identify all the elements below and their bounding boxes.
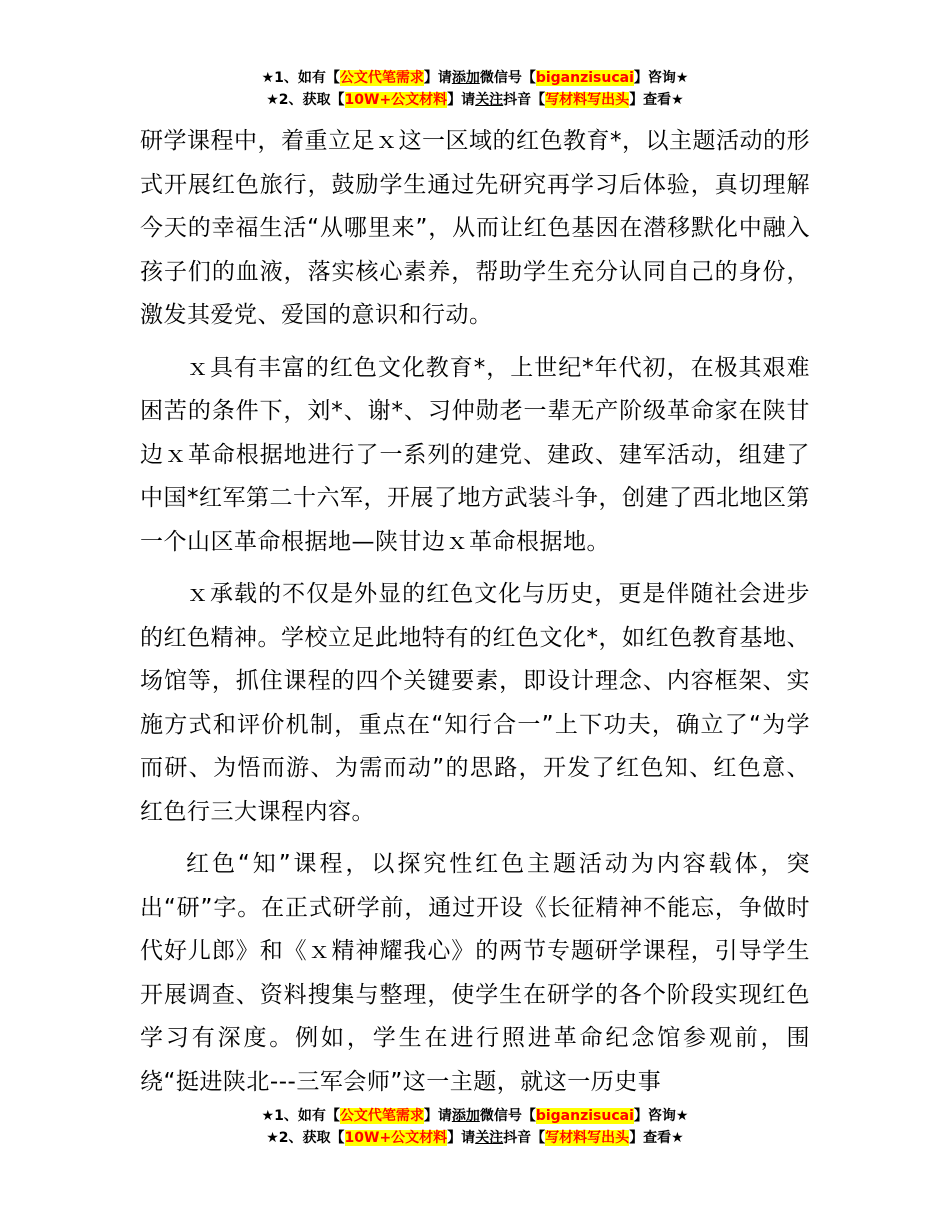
document-body <box>140 120 810 1113</box>
header-banner <box>0 67 950 111</box>
banner-line-1: ★1、如有【公文代笔需求】请添加微信号【biganzisucai】咨询★ <box>261 70 689 86</box>
highlight-douyin-account: 写材料写出头 <box>545 92 630 108</box>
highlight-wechat-id: biganzisucai <box>535 1108 634 1124</box>
paragraph-4: 红色“知”课程，以探究性红色主题活动为内容载体，突出“研”字。在正式研学前，通过开设《长征精神不能忘，争做时代好儿郎》和《ｘ精神耀我心》的两节专题研学课程，引导学生开展调查、资料搜集与整理，使学生在研学的各个阶段实现红色学习有深度。例如，学生在进行照进革命纪念馆参观前，围绕“挺进陕北---三军会师”这一主题，就这一历史事 <box>140 851 810 1095</box>
highlight-douyin-account: 写材料写出头 <box>545 1130 630 1146</box>
highlight-materials: 10W+公文材料 <box>344 92 448 108</box>
banner-line-1: ★1、如有【公文代笔需求】请添加微信号【biganzisucai】咨询★ <box>261 1108 689 1124</box>
paragraph-3: ｘ承载的不仅是外显的红色文化与历史，更是伴随社会进步的红色精神。学校立足此地特有的红色文化*，如红色教育基地、场馆等，抓住课程的四个关键要素，即设计理念、内容框架、实施方式和评价机制，重点在“知行合一”上下功夫，确立了“为学而研、为悟而游、为需而动”的思路，开发了红色知、红色意、红色行三大课程内容。 <box>140 581 810 825</box>
highlight-wechat-id: biganzisucai <box>535 70 634 86</box>
paragraph-2: ｘ具有丰富的红色文化教育*，上世纪*年代初，在极其艰难困苦的条件下，刘*、谢*、习仲勋老一辈无产阶级革命家在陕甘边ｘ革命根据地进行了一系列的建党、建政、建军活动，组建了中国*红军第二十六军，开展了地方武装斗争，创建了西北地区第一个山区革命根据地—陕甘边ｘ革命根据地。 <box>140 354 810 555</box>
highlight-ghostwriting: 公文代笔需求 <box>339 70 424 86</box>
highlight-ghostwriting: 公文代笔需求 <box>339 1108 424 1124</box>
footer-banner <box>0 1105 950 1149</box>
highlight-materials: 10W+公文材料 <box>344 1130 448 1146</box>
paragraph-1: 研学课程中，着重立足ｘ这一区域的红色教育*，以主题活动的形式开展红色旅行，鼓励学生通过先研究再学习后体验，真切理解今天的幸福生活“从哪里来”，从而让红色基因在潜移默化中融入孩子们的血液，落实核心素养，帮助学生充分认同自己的身份，激发其爱党、爱国的意识和行动。 <box>140 128 810 328</box>
banner-line-2: ★2、获取【10W+公文材料】请关注抖音【写材料写出头】查看★ <box>266 1130 684 1146</box>
banner-line-2: ★2、获取【10W+公文材料】请关注抖音【写材料写出头】查看★ <box>266 92 684 108</box>
